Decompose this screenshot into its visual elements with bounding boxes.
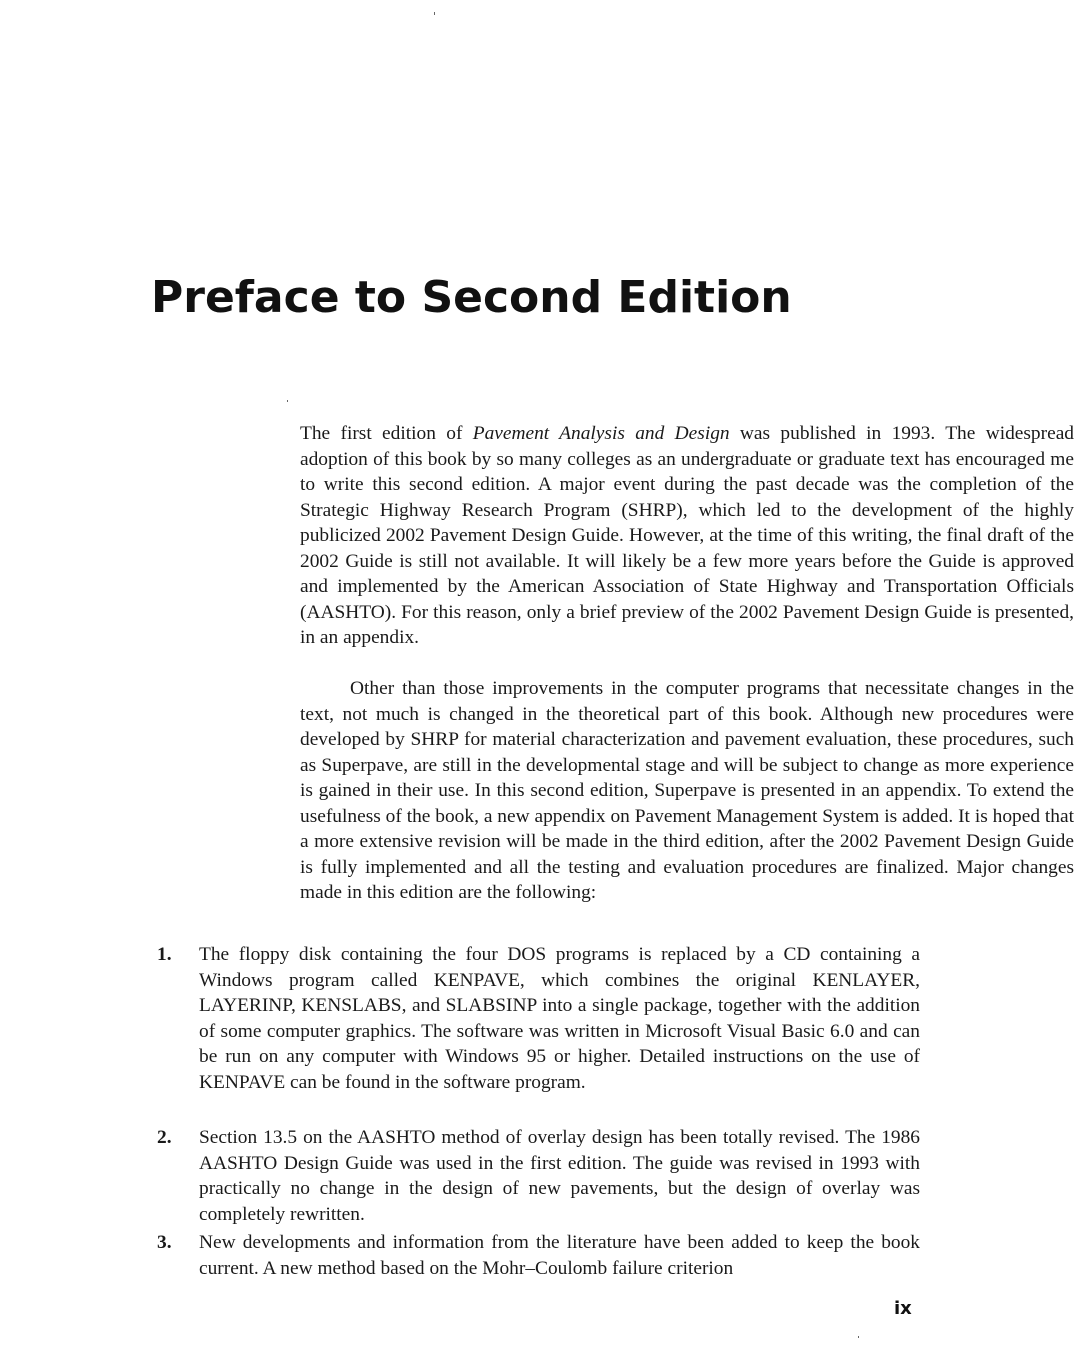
book-title: Pavement Analysis and Design [472,423,730,444]
list-item-number: 1. [157,944,172,965]
list-item-text: New developments and information from the literature have been added to keep the book current. A new method based on the Mohr–Coulomb failure criterion [199,1232,920,1279]
scan-speck [287,400,288,402]
page-number: ix [894,1298,912,1319]
scan-speck [858,1336,859,1338]
list-item-text: The floppy disk containing the four DOS programs is replaced by a CD containing a Windows program called KENPAVE, which combines the original KENLAYER, LAYERINP, KENSLABS, and SLABSINP into a single package, together with the addition of some computer graphics. The software was written in Microsoft Visual Basic 6.0 and can be run on any computer with Windows 95 or higher. Detailed instructions on the use of KENPAVE can be found in the software program. [199,944,920,1093]
list-item-number: 3. [157,1232,172,1253]
paragraph-1-rest: was published in 1993. The widespread adoption of this book by so many colleges as an undergraduate or graduate text has encouraged me to write this second edition. A major event during the past decade was the completion of the Strategic Highway Research Program (SHRP), which led to the development of the highly publicized 2002 Pavement Design Guide. However, at the time of this writing, the final draft of the 2002 Guide is still not available. It will likely be a few more years before the Guide is approved and implemented by the American Association of State Highway and Transportation Officials (AASHTO). For this reason, only a brief preview of the 2002 Pavement Design Guide is presented, in an appendix. [300,423,1074,648]
paragraph-1 [300,421,1074,651]
page-title: Preface to Second Edition [151,272,792,323]
scan-speck [434,12,435,15]
list-item-text: Section 13.5 on the AASHTO method of overlay design has been totally revised. The 1986 AASHTO Design Guide was used in the first edition. The guide was revised in 1993 with practically no change in the design of new pavements, but the design of overlay was completely rewritten. [199,1127,920,1225]
paragraph-1-lead: The first edition of [300,423,473,444]
paragraph-2: Other than those improvements in the computer programs that necessitate changes in the text, not much is changed in the theoretical part of this book. Although new procedures were developed by SHRP for material characterization and pavement evaluation, these procedures, such as Superpave, are still in the developmental stage and will be subject to change as more experience is gained in their use. In this second edition, Superpave is presented in an appendix. To extend the usefulness of the book, a new appendix on Pavement Management System is added. It is hoped that a more extensive revision will be made in the third edition, after the 2002 Pavement Design Guide is fully implemented and all the testing and evaluation procedures are finalized. Major changes made in this edition are the following: [300,678,1074,903]
list-item-number: 2. [157,1127,172,1148]
